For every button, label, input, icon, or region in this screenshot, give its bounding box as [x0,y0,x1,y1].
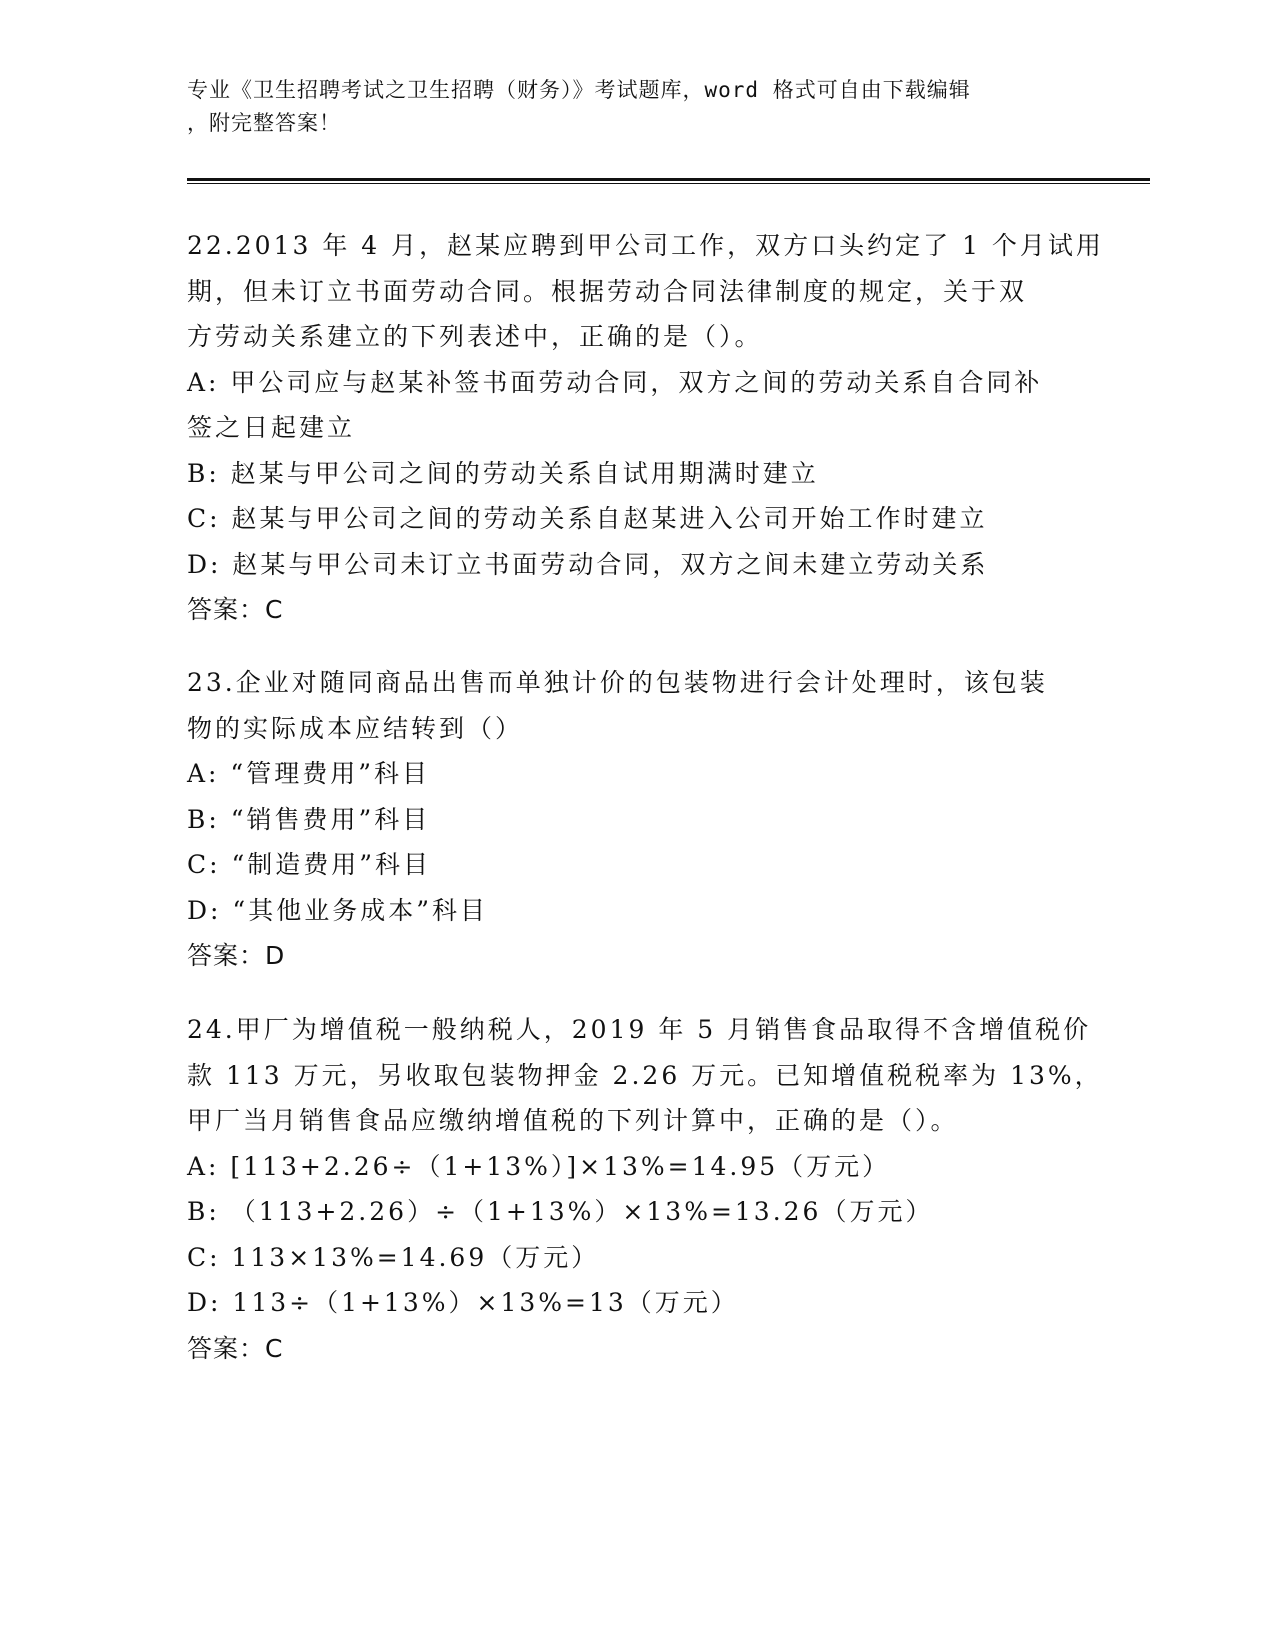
option-a: A: “管理费用”科目 [187,759,430,788]
option-c: C: “制造费用”科目 [187,850,432,879]
option-d: D: 赵某与甲公司未订立书面劳动合同，双方之间未建立劳动关系 [187,549,989,579]
question-23 [187,660,1087,979]
question-stem-line: 甲厂当月销售食品应缴纳增值税的下列计算中，正确的是（）。 [187,1106,959,1135]
option-d: D: 113÷（1+13%）×13%=13（万元） [187,1288,739,1317]
option-b: B: 赵某与甲公司之间的劳动关系自试用期满时建立 [187,458,819,488]
header-divider-thin [187,183,1150,184]
answer-line: 答案：D [187,941,286,970]
option-a-continued: 签之日起建立 [187,413,356,442]
question-stem-line: 款 113 万元，另收取包装物押金 2.26 万元。已知增值税税率为 13%， [187,1060,1103,1090]
question-stem-line: 24.甲厂为增值税一般纳税人，2019 年 5 月销售食品取得不含增值税价 [187,1015,1092,1044]
document-header [187,74,1087,140]
question-22 [187,223,1104,633]
question-stem-line: 物的实际成本应结转到（） [187,713,524,743]
option-b: B: （113+2.26）÷（1+13%）×13%=13.26（万元） [187,1197,934,1226]
header-divider-thick [187,178,1150,181]
option-a: A: 甲公司应与赵某补签书面劳动合同，双方之间的劳动关系自合同补 [187,367,1043,397]
question-stem-line: 期，但未订立书面劳动合同。根据劳动合同法律制度的规定，关于双 [187,276,1028,306]
option-c: C: 113×13%=14.69（万元） [187,1242,600,1272]
option-b: B: “销售费用”科目 [187,804,431,834]
answer-line: 答案：C [187,595,284,624]
question-stem-line: 方劳动关系建立的下列表述中，正确的是（）。 [187,322,763,351]
question-stem-line: 22.2013 年 4 月，赵某应聘到甲公司工作，双方口头约定了 1 个月试用 [187,231,1104,260]
question-stem-line: 23.企业对随同商品出售而单独计价的包装物进行会计处理时，该包装 [187,668,1048,697]
header-line-1: 专业《卫生招聘考试之卫生招聘（财务）》考试题库，word 格式可自由下载编辑 [187,78,971,102]
question-24 [187,1007,1103,1371]
option-c: C: 赵某与甲公司之间的劳动关系自赵某进入公司开始工作时建立 [187,504,988,533]
header-line-2: ，附完整答案！ [187,111,341,135]
option-a: A: [113+2.26÷（1+13%）]×13%=14.95（万元） [187,1151,891,1181]
option-d: D: “其他业务成本”科目 [187,895,488,925]
answer-line: 答案：C [187,1333,284,1363]
